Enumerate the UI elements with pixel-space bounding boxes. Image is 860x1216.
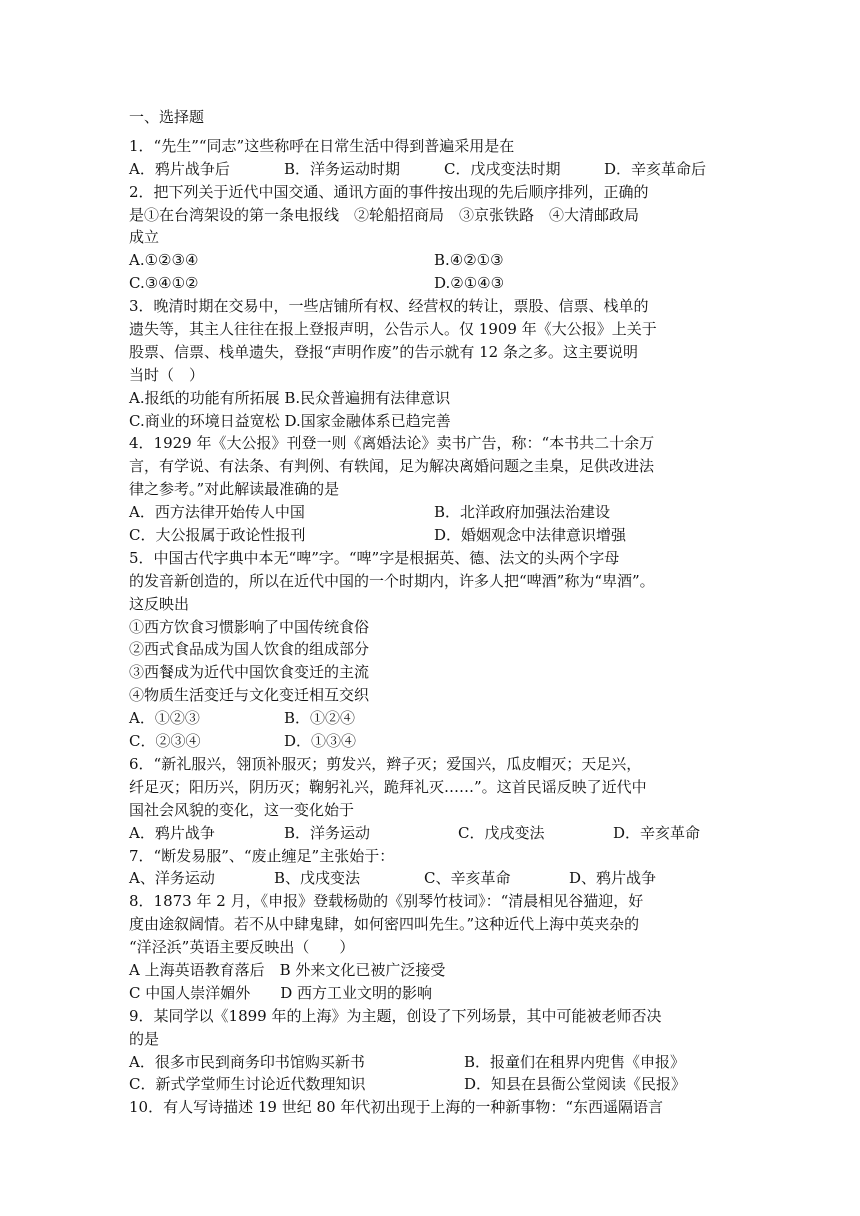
q6-options [129, 822, 749, 845]
q2-option-b: B.④②①③ [434, 251, 504, 270]
section-title: 一、选择题 [129, 108, 205, 126]
q4-options-row2 [129, 524, 749, 547]
q3-options-2: C.商业的环境日益宽松 D.国家金融体系已趋完善 [129, 411, 451, 430]
q3-options-1: A.报纸的功能有所拓展 B.民众普遍拥有法律意识 [129, 388, 451, 407]
q1-option-b: B．洋务运动时期 [284, 159, 401, 178]
q2-options-row1 [129, 249, 749, 272]
q1-options [129, 158, 749, 181]
q4-stem-3: 律之参考。”对此解读最准确的是 [129, 480, 340, 499]
q8-options-1: A 上海英语教育落后 B 外来文化已被广泛接受 [129, 960, 446, 979]
q5-options-row1 [129, 707, 749, 730]
q5-item-4: ④物质生活变迁与文化变迁相互交织 [129, 686, 370, 705]
q2-stem-2: 是①在台湾架设的第一条电报线 ②轮船招商局 ③京张铁路 ④大清邮政局 [129, 205, 640, 224]
q5-item-2: ②西式食品成为国人饮食的组成部分 [129, 640, 370, 659]
q6-option-c: C．戊戌变法 [458, 823, 545, 842]
q9-stem-2: 的是 [129, 1029, 160, 1048]
q9-option-b: B．报童们在租界内兜售《申报》 [464, 1052, 686, 1071]
q7-option-c: C、辛亥革命 [424, 869, 511, 888]
q8-stem-2: 度由途叙阔情。若不从中肆鬼肆，如何密四叫先生。”这种近代上海中英夹杂的 [129, 915, 640, 934]
q7-option-a: A、洋务运动 [129, 869, 215, 888]
q9-option-a: A．很多市民到商务印书馆购买新书 [129, 1052, 365, 1071]
q8-options-2: C 中国人崇洋媚外 D 西方工业文明的影响 [129, 983, 433, 1002]
q6-stem-2: 纤足灭；阳历兴，阴历灭；鞠躬礼兴，跪拜礼灭……”。这首民谣反映了近代中 [129, 777, 647, 796]
q5-stem-2: 的发音新创造的，所以在近代中国的一个时期内，许多人把“啤酒”称为“卑酒”。 [129, 571, 655, 590]
q4-option-b: B．北洋政府加强法治建设 [434, 503, 611, 522]
q7-stem: 7．“断发易服”、“废止缠足”主张始于： [129, 846, 395, 865]
q4-stem-1: 4．1929 年《大公报》刊登一则《离婚法论》卖书广告，称：“本书共二十余万 [129, 434, 655, 453]
q2-option-d: D.②①④③ [434, 274, 505, 293]
q5-option-a: A．①②③ [129, 709, 200, 728]
q4-option-d: D．婚姻观念中法律意识增强 [434, 526, 627, 545]
q7-options [129, 867, 749, 890]
q8-stem-3: “洋泾浜”英语主要反映出（ ） [129, 938, 355, 957]
q1-stem: 1．“先生”“同志”这些称呼在日常生活中得到普遍采用是在 [129, 136, 515, 155]
q5-options-row2 [129, 730, 749, 753]
q2-stem-1: 2．把下列关于近代中国交通、通讯方面的事件按出现的先后顺序排列，正确的 [129, 182, 649, 201]
q9-option-c: C．新式学堂师生讨论近代数理知识 [129, 1075, 366, 1094]
q2-options-row2 [129, 272, 749, 295]
q7-option-b: B、戊戌变法 [274, 869, 361, 888]
q6-stem-1: 6．“新礼服兴，翎顶补服灭；剪发兴，辫子灭；爱国兴，瓜皮帽灭；天足兴， [129, 754, 642, 773]
q10-stem-1: 10．有人写诗描述 19 世纪 80 年代初出现于上海的一种新事物：“东西遥隔语言 [129, 1098, 664, 1117]
q3-stem-3: 股票、信票、栈单遗失，登报“声明作废”的告示就有 12 条之多。这主要说明 [129, 342, 638, 361]
q9-option-d: D．知县在县衙公堂阅读《民报》 [464, 1075, 687, 1094]
q2-option-c: C.③④①② [129, 274, 199, 293]
q5-option-d: D．①③④ [284, 732, 357, 751]
q1-option-c: C．戊戌变法时期 [444, 159, 561, 178]
q6-stem-3: 国社会风貌的变化，这一变化始于 [129, 800, 355, 819]
q1-option-a: A．鸦片战争后 [129, 159, 230, 178]
q3-stem-2: 遗失等，其主人往往在报上登报声明，公告示人。仅 1909 年《大公报》上关于 [129, 320, 657, 339]
q4-option-c: C．大公报属于政论性报刊 [129, 526, 306, 545]
q2-stem-3: 成立 [129, 228, 160, 247]
q5-stem-1: 5．中国古代字典中本无“啤”字。“啤”字是根据英、德、法文的头两个字母 [129, 548, 620, 567]
q5-item-1: ①西方饮食习惯影响了中国传统食俗 [129, 617, 370, 636]
q4-stem-2: 言，有学说、有法条、有判例、有轶闻，足为解决离婚问题之圭臬，足供改进法 [129, 457, 655, 476]
q8-stem-1: 8．1873 年 2 月，《申报》登载杨勋的《别琴竹枝词》：“清晨相见谷猫迎，好 [129, 892, 644, 911]
q1-option-d: D．辛亥革命后 [604, 159, 707, 178]
q3-stem-1: 3．晚清时期在交易中，一些店铺所有权、经营权的转让，票股、信票、栈单的 [129, 297, 649, 316]
q9-options-row2 [129, 1073, 749, 1096]
document-page [129, 106, 749, 1119]
q3-stem-4: 当时（ ） [129, 365, 205, 384]
q6-option-a: A．鸦片战争 [129, 823, 215, 842]
q2-option-a: A.①②③④ [129, 251, 199, 270]
q5-option-b: B．①②④ [284, 709, 356, 728]
q9-options-row1 [129, 1051, 749, 1074]
q5-item-3: ③西餐成为近代中国饮食变迁的主流 [129, 663, 370, 682]
q6-option-b: B．洋务运动 [284, 823, 371, 842]
q5-option-c: C．②③④ [129, 732, 201, 751]
q7-option-d: D、鸦片战争 [569, 869, 657, 888]
q5-stem-3: 这反映出 [129, 594, 190, 613]
q6-option-d: D．辛亥革命 [613, 823, 701, 842]
q9-stem-1: 9．某同学以《1899 年的上海》为主题，创设了下列场景，其中可能被老师否决 [129, 1006, 662, 1025]
q4-option-a: A．西方法律开始传人中国 [129, 503, 305, 522]
q4-options-row1 [129, 501, 749, 524]
